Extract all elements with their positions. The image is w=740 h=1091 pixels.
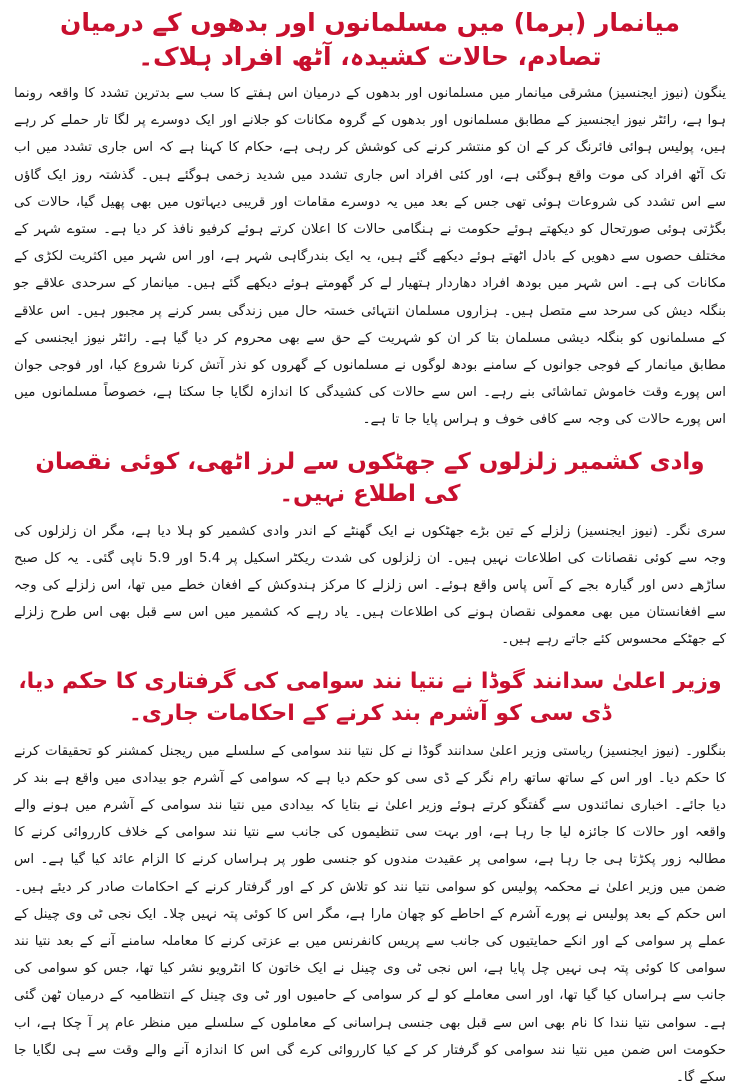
- article-headline: وزیر اعلیٰ سدانند گوڈا نے نتیا نند سوامی کی گرفتاری کا حکم دیا، ڈی سی کو آشرم بند کرنے کے احکامات جاری۔: [18, 668, 722, 726]
- article-myanmar-clashes: [14, 6, 726, 434]
- article-body: سری نگر۔ (نیوز ایجنسیز) زلزلے کے تین بڑے جھٹکوں نے ایک گھنٹے کے اندر وادی کشمیر کو ہلا دیا ہے، مگر ان زلزلوں کی وجہ سے کوئی نقصانات کی اطلاعات نہیں ہیں۔ ان زلزلوں کی شدت ریکٹر اسکیل پر 5.4 اور 5.9 ناپی گئی۔ یہ کل صبح ساڑھے دس اور گیارہ بجے کے آس پاس واقع ہوئے۔ اس زلزلے کا مرکز ہندوکش کے افغان خطے میں تھا، اس زلزلے کی وجہ سے افغانستان میں بھی معمولی نقصان ہونے کی اطلاعات ہیں۔ یاد رہے کہ کشمیر میں اس سے قبل بھی اس طرح زلزلے کے جھٹکے محسوس کئے جاتے رہے ہیں۔: [14, 523, 727, 648]
- article-body: ینگون (نیوز ایجنسیز) مشرقی میانمار میں مسلمانوں اور بدھوں کے درمیان اس ہفتے کا سب سے بدترین تشدد کا واقعہ رونما ہوا ہے، رائٹر نیوز ایجنسیز کے مطابق مسلمانوں اور بدھوں کے گروہ مکانات کو جلانے اور ایک دوسرے پر لگا تار حملے کر رہے ہیں، پولیس ہوائی فائرنگ کر کے ان کو منتشر کرنے کی کوشش کر رہی ہے، حکام کا کہنا ہے کہ اس جاری تشدد میں اب تک آٹھ افراد کی موت واقع ہوگئی ہے، اور کئی افراد اس جاری تشدد میں شدید زخمی ہوگئے ہیں۔ گذشتہ روز ایک گاؤں سے اس تشدد کی شروعات ہوئی تھی جس کے بعد میں یہ دوسرے مقامات اور قریبی دیہاتوں میں بھی پھیل گیا، حالات کی بگڑتی ہوئی صورتحال کو دیکھتے ہوئے حکومت نے ہنگامی حالات کا اعلان کرتے ہوئے کرفیو نافذ کر دیا ہے۔ ستوے شہر کے مختلف حصوں سے دھویں کے بادل اٹھتے ہوئے دیکھے گئے ہیں، یہ ایک بندرگاہی شہر ہے، اور اس شہر میں اکثریت لکڑی کے مکانات کی ہے۔ اس شہر میں بودھ افراد دھاردار ہتھیار لے کر گھومتے ہوئے دیکھے گئے ہیں۔ میانمار کے سرحدی علاقے جو بنگلہ دیش کی سرحد سے متصل ہیں۔ ہزاروں مسلمان انتہائی خستہ حال میں زندگی بسر کرنے پر مجبور ہیں۔ اس علاقے کے مسلمانوں کو بنگلہ دیشی مسلمان بتا کر ان کو شہریت کے حق سے بھی محروم کر دیا گیا ہے۔ رائٹر نیوز ایجنسی کے مطابق میانمار کے فوجی جوانوں کے سامنے بودھ لوگوں نے مسلمانوں کے گھروں کو نذر آتش کرنا شروع کیا، اور فوجی جوان اس پورے وقت خاموش تماشائی بنے رہے۔ اس سے حالات کی کشیدگی کا اندازہ لگایا جا سکتا ہے، خصوصاً مسلمانوں میں اس پورے حالات کی وجہ سے کافی خوف و ہراس پایا جا تا ہے۔: [14, 86, 726, 428]
- article-body: بنگلور۔ (نیوز ایجنسیز) ریاستی وزیر اعلیٰ سدانند گوڈا نے کل نتیا نند سوامی کے سلسلے میں ریجنل کمشنر کو تحقیقات کرنے کا حکم دیا۔ اور اس کے ساتھ ساتھ رام نگر کے ڈی سی کو حکم دیا ہے کہ سوامی کے آشرم جو بیدادی میں واقع ہے بند کر دیا جائے۔ اخباری نمائندوں سے گفتگو کرتے ہوئے وزیر اعلیٰ نے بتایا کہ بیدادی میں نتیا نند سوامی کے آشرم میں ہونے والے واقعہ اور حالات کا جائزہ لیا جا رہا ہے، اور بہت سی تنظیموں کی جانب سے نتیا نند سوامی کے خلاف کارروائی کرنے کا مطالبہ زور پکڑتا ہی جا رہا ہے، سوامی پر عقیدت مندوں کو جنسی طور پر ہراساں کرنے کا الزام عائد کیا گیا ہے۔ اس ضمن میں وزیر اعلیٰ نے محکمہ پولیس کو سوامی نتیا نند کو تلاش کر کے اور گرفتار کرنے کے احکامات صادر کر دیئے ہیں۔ اس حکم کے بعد پولیس نے پورے آشرم کے احاطے کو چھان مارا ہے، مگر اس کا کوئی پتہ نہیں چلا۔ ایک نجی ٹی وی چینل کے عملے پر سوامی کے اور انکے حمایتیوں کی جانب سے پریس کانفرنس میں بے عزتی کرنے کا معاملہ سامنے آنے کے بعد نتیا نند سوامی کا کوئی پتہ ہی نہیں چل پایا ہے، اس نجی ٹی وی چینل نے ایک خاتون کا انٹرویو نشر کیا تھا، جس کو سوامی کی جانب سے ہراساں کیا گیا تھا، اور اسی معاملے کو لے کر سوامی کے حامیوں اور ٹی وی چینل کے انتظامیہ کے درمیان ٹھن گئی ہے۔ سوامی نتیا نندا کا نام بھی اس سے قبل بھی جنسی ہراسانی کے معاملوں کے سلسلے میں منظر عام پر آ چکا ہے، اب حکومت اس ضمن میں نتیا نند سوامی کو گرفتار کر کے کیا کارروائی کرے گی اس کا اندازہ آنے والے وقت سے ہی لگایا جا سکے گا۔: [14, 743, 726, 1086]
- article-nithyananda-arrest: [14, 666, 726, 1091]
- article-headline: وادی کشمیر زلزلوں کے جھٹکوں سے لرز اٹھی، کوئی نقصان کی اطلاع نہیں۔: [35, 448, 705, 507]
- article-kashmir-earthquake: [14, 446, 726, 654]
- article-headline: میانمار (برما) میں مسلمانوں اور بدھوں کے درمیان تصادم، حالات کشیدہ، آٹھ افراد ہلاک۔: [60, 8, 680, 71]
